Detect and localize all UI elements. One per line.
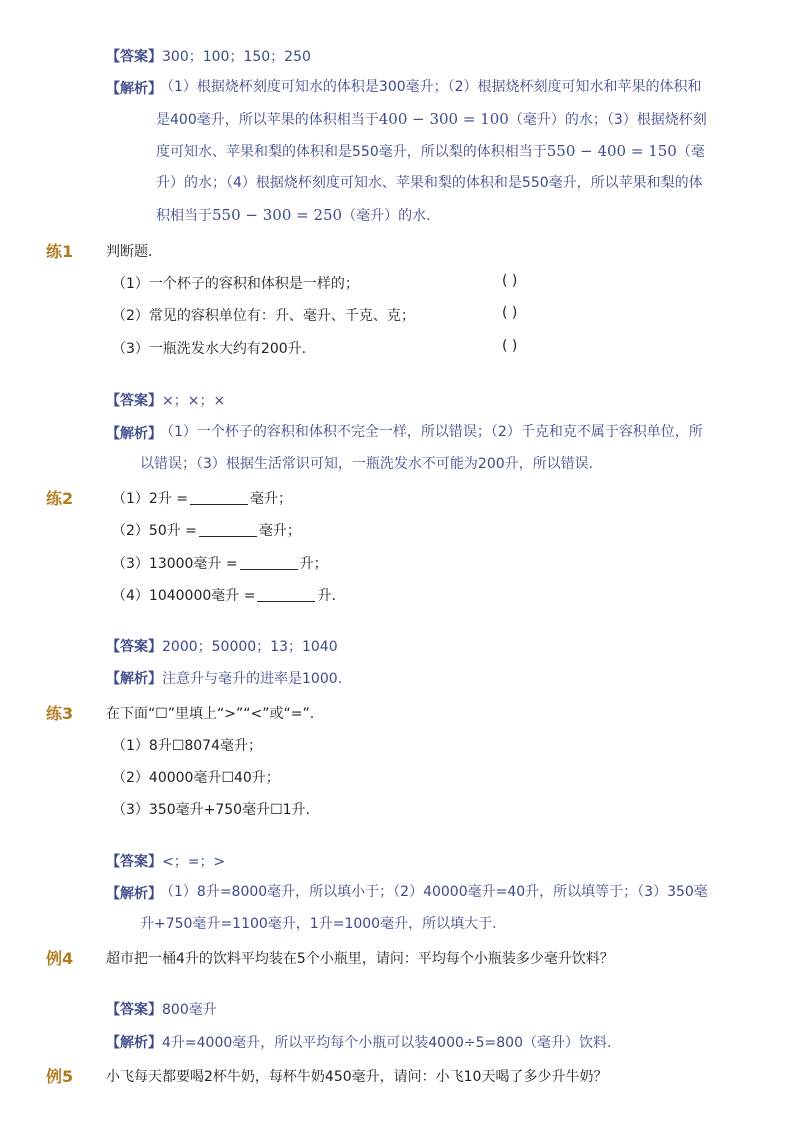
- fill-blank[interactable]: [190, 490, 248, 505]
- example-label: 例4: [46, 949, 74, 968]
- answer-line: 【答案】×；×；×: [106, 393, 226, 409]
- question-item: （3）一瓶洗发水大约有200升.: [112, 341, 307, 357]
- analysis-line: 以错误；（3）根据生活常识可知，一瓶洗发水不可能为200升，所以错误.: [140, 456, 594, 472]
- math-expression: 550 − 400 = 150: [546, 142, 677, 160]
- answer-text: ×；×；×: [162, 393, 226, 409]
- analysis-tag: 【解析】: [106, 81, 162, 97]
- fill-blank[interactable]: [240, 555, 298, 570]
- answer-text: 300；100；150；250: [162, 49, 311, 65]
- analysis-tag: 【解析】: [106, 426, 162, 442]
- question-item: （1）2升 = 毫升；: [112, 491, 292, 507]
- analysis-line: （1）8升=8000毫升，所以填小于；（2）40000毫升=40升，所以填等于；（3）350毫: [160, 884, 708, 900]
- analysis-line: 升）的水；（4）根据烧杯刻度可知水、苹果和梨的体积和是550毫升，所以苹果和梨的体: [156, 175, 703, 191]
- exercise-label: 练1: [46, 242, 74, 261]
- answer-tag: 【答案】: [106, 49, 162, 65]
- answer-line: 【答案】800毫升: [106, 1002, 217, 1018]
- analysis-line: （1）根据烧杯刻度可知水的体积是300毫升；（2）根据烧杯刻度可知水和苹果的体积和: [160, 79, 702, 95]
- analysis-line: 【解析】注意升与毫升的进率是1000.: [106, 671, 343, 687]
- analysis-line: （1）一个杯子的容积和体积不完全一样，所以错误；（2）千克和克不属于容积单位，所: [160, 424, 703, 440]
- question-text: 小飞每天都要喝2杯牛奶，每杯牛奶450毫升，请问：小飞10天喝了多少升牛奶？: [106, 1069, 608, 1085]
- analysis-line: 是400毫升，所以苹果的体积相当于400 − 300 = 100（毫升）的水；（3）根据烧杯刻: [156, 110, 707, 128]
- question-text: 超市把一桶4升的饮料平均装在5个小瓶里，请问：平均每个小瓶装多少毫升饮料？: [106, 951, 614, 967]
- analysis-line: 度可知水、苹果和梨的体积和是550毫升，所以梨的体积相当于550 − 400 = 150（毫: [156, 142, 705, 160]
- answer-text: <；=；>: [162, 854, 226, 870]
- question-item: （3）13000毫升 = 升；: [112, 556, 328, 572]
- question-text: 判断题.: [106, 244, 153, 260]
- analysis-line: 积相当于550 − 300 = 250（毫升）的水.: [156, 206, 431, 224]
- question-item: （1）一个杯子的容积和体积是一样的；: [112, 276, 359, 292]
- answer-line: 【答案】<；=；>: [106, 854, 226, 870]
- answer-paren: ( ): [502, 305, 518, 321]
- question-text: 在下面“☐”里填上“>”“<”或“=”.: [106, 706, 315, 722]
- answer-text: 800毫升: [162, 1002, 217, 1018]
- analysis-line: 升+750毫升=1100毫升，1升=1000毫升，所以填大于.: [140, 916, 497, 932]
- question-item: （2）40000毫升☐40升；: [112, 770, 280, 786]
- answer-paren: ( ): [502, 338, 518, 354]
- question-item: （2）常见的容积单位有：升、毫升、千克、克；: [112, 308, 415, 324]
- answer-line: [106, 46, 311, 66]
- question-item: （4）1040000毫升 = 升.: [112, 588, 336, 604]
- exercise-label: 练2: [46, 489, 74, 508]
- question-item: （2）50升 = 毫升；: [112, 523, 301, 539]
- exercise-label: 练3: [46, 704, 74, 723]
- answer-text: 2000；50000；13；1040: [162, 639, 338, 655]
- example-label: 例5: [46, 1067, 74, 1086]
- fill-blank[interactable]: [199, 522, 257, 537]
- analysis-tag: 【解析】: [106, 886, 162, 902]
- question-item: （1）8升☐8074毫升；: [112, 738, 262, 754]
- question-item: （3）350毫升+750毫升☐1升.: [112, 802, 310, 818]
- math-expression: 550 − 300 = 250: [212, 206, 343, 224]
- answer-paren: ( ): [502, 273, 518, 289]
- math-expression: 400 − 300 = 100: [378, 110, 509, 128]
- analysis-line: 【解析】4升=4000毫升，所以平均每个小瓶可以装4000÷5=800（毫升）饮料.: [106, 1035, 612, 1051]
- fill-blank[interactable]: [257, 587, 315, 602]
- answer-line: 【答案】2000；50000；13；1040: [106, 639, 338, 655]
